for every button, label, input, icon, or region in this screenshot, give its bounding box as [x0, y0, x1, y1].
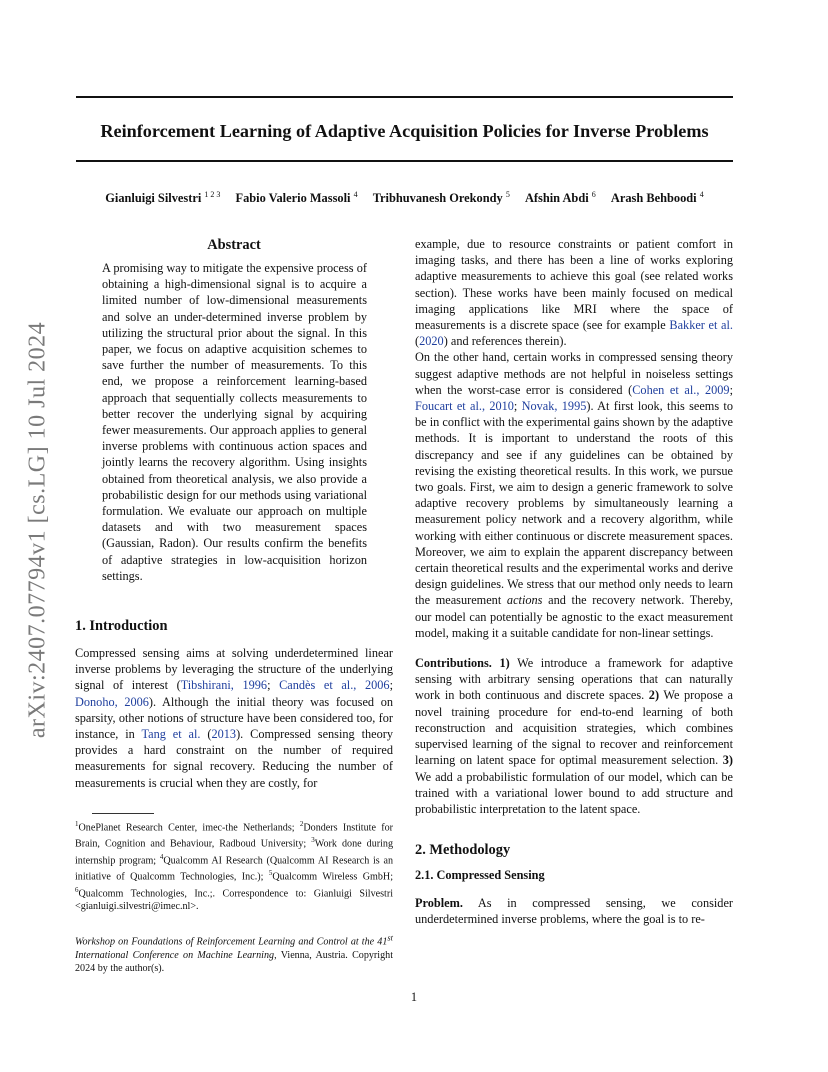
citation-link[interactable]: Cohen et al., 2009 [632, 382, 730, 397]
citation-link[interactable]: Tang et al. [141, 727, 201, 742]
affiliation-marker: 4 [353, 190, 358, 199]
contributions-paragraph: Contributions. 1) We introduce a framework for adaptive sensing with arbitrary sensing operations that can naturally work in both continuous and discrete spaces. 2) We propose a novel training procedure for end-to-end learning of both reconstruction and acquisition strategies, which combines supervised learning of the signal to recover and reinforcement learning on latent space for optimal measurement selection. 3) We add a probabilistic formulation of our model, which can be trained with a variational lower bound to add structure and probabilistic interpretation to the latent space. [415, 656, 733, 816]
section-heading-introduction: 1. Introduction [75, 618, 168, 635]
abstract-body: A promising way to mitigate the expensive process of obtaining a high-dimensional signal is to acquire a limited number of low-dimensional measurements and solve an under-determined inverse problem by utilizing the structural prior about the signal. In this paper, we focus on adaptive acquisition schemes to save further the number of measurements. To this end, we propose a reinforcement learning-based approach that sequentially collects measurements to better recover the underlying signal by acquiring fewer measurements. Our approach applies to general inverse problems with continuous action spaces and jointly learns the recovery algorithm. Using insights obtained from theoretical analysis, we also provide a probabilistic design for our methods using variational formulation. We evaluate our approach on multiple datasets and with two measurement spaces (Gaussian, Radon). Our results confirm the benefits of adaptive strategies in low-acquisition horizon settings. [102, 261, 367, 583]
abstract-heading: Abstract [207, 237, 261, 253]
title-bottom-rule [76, 160, 733, 162]
arxiv-sidebar-stamp: arXiv:2407.07794v1 [cs.LG] 10 Jul 2024 [24, 321, 51, 739]
footnote-rule [92, 813, 154, 814]
affiliation-marker: 1 2 3 [204, 190, 221, 199]
author: Gianluigi Silvestri $^{1 2 3}$ [105, 190, 221, 206]
section-heading-methodology: 2. Methodology [415, 842, 511, 859]
citation-link[interactable]: Candès et al., 2006 [279, 678, 390, 693]
title-top-rule [76, 96, 733, 98]
affiliation-marker: 6 [591, 190, 596, 199]
citation-link[interactable]: Donoho, 2006 [75, 694, 149, 709]
author: Arash Behboodi $^4$ [610, 190, 704, 206]
author: Tribhuvanesh Orekondy $^5$ [372, 190, 510, 206]
workshop-notice: Workshop on Foundations of Reinforcement Learning and Control at the 41st International Conference on Machine Learning, Vienna, Austria. Copyright 2024 by the author(s). [75, 933, 393, 974]
citation-link[interactable]: Novak, 1995 [521, 399, 587, 414]
citation-link[interactable]: 2020 [419, 334, 444, 349]
affiliations-footnote: $^1$OnePlanet Research Center, imec-the Netherlands; $^2$Donders Institute for Brain, Cognition and Behaviour, Radboud University; $^3$Work done during internship program; $^4$Qualcomm AI Research (Qualcomm AI Research is an initiative of Qualcomm Technologies, Inc.); $^5$Qualcomm Wireless GmbH; $^6$Qualcomm Technologies, Inc.;. Correspondence to: Gianluigi Silvestri <gianluigi.silvestri@imec.nl>. [75, 819, 393, 913]
right-column [415, 236, 733, 928]
citation-link[interactable]: Tibshirani, 1996 [180, 678, 268, 693]
page-number: 1 [410, 990, 418, 1004]
affiliation-marker: 4 [699, 190, 704, 199]
intro-paragraph: On the other hand, certain works in compressed sensing theory suggest adaptive methods are not helpful in noiseless settings when the worst-case error is considered (Cohen et al., 2009; Foucart et al., 2010; Novak, 1995). At first look, this seems to be in conflict with the experimental gains shown by the adaptive methods. It is important to understand the roots of this discrepancy and see if any guidelines can be obtained by revising the existing theoretical results. In this work, we pursue two goals. First, we aim to design a generic framework to solve adaptive recovery problems by simultaneously learning a measurement policy network and a recovery algorithm, while working with either continuous or discrete measurement spaces. Moreover, we aim to explain the apparent discrepancy between certain theoretical results and the experimental works and derive design guidelines. We stress that our method only needs to learn the measurement actions and the recovery network. Thereby, our model can potentially be agnostic to the exact measurement model, making it a suitable candidate for non-linear settings. [415, 350, 733, 640]
left-column [75, 236, 393, 975]
citation-link[interactable]: Foucart et al., 2010 [415, 399, 514, 414]
author-list [76, 190, 733, 206]
problem-paragraph: Problem. As in compressed sensing, we consider underdetermined inverse problems, where the goal is to re- [415, 896, 733, 927]
subsection-heading-compressed-sensing: 2.1. Compressed Sensing [415, 868, 545, 883]
citation-link[interactable]: 2013 [211, 727, 237, 742]
affiliation-marker: 5 [505, 190, 510, 199]
author: Fabio Valerio Massoli $^4$ [235, 190, 358, 206]
citation-link[interactable]: Bakker et al. [669, 318, 733, 333]
intro-paragraph: Compressed sensing aims at solving underdetermined linear inverse problems by leveraging the structure of the underlying signal of interest (Tibshirani, 1996; Candès et al., 2006; Donoho, 2006). Although the initial theory was focused on sparsity, other notions of structure have been considered too, for instance, in Tang et al. (2013). Compressed sensing theory provides a hard constraint on the number of required measurements for signal recovery. Reducing the number of measurements is crucial when they are costly, for [75, 646, 393, 790]
paper-title: Reinforcement Learning of Adaptive Acquisition Policies for Inverse Problems [100, 121, 709, 141]
intro-paragraph-continued: example, due to resource constraints or patient comfort in imaging tasks, and there has been a line of works exploring adaptive measurements to achieve this goal (see related works section). These works have been mainly focused on medical imaging applications like MRI where the space of measurements is a discrete space (see for example Bakker et al. (2020) and references therein). [415, 237, 733, 349]
author: Afshin Abdi $^6$ [524, 190, 596, 206]
